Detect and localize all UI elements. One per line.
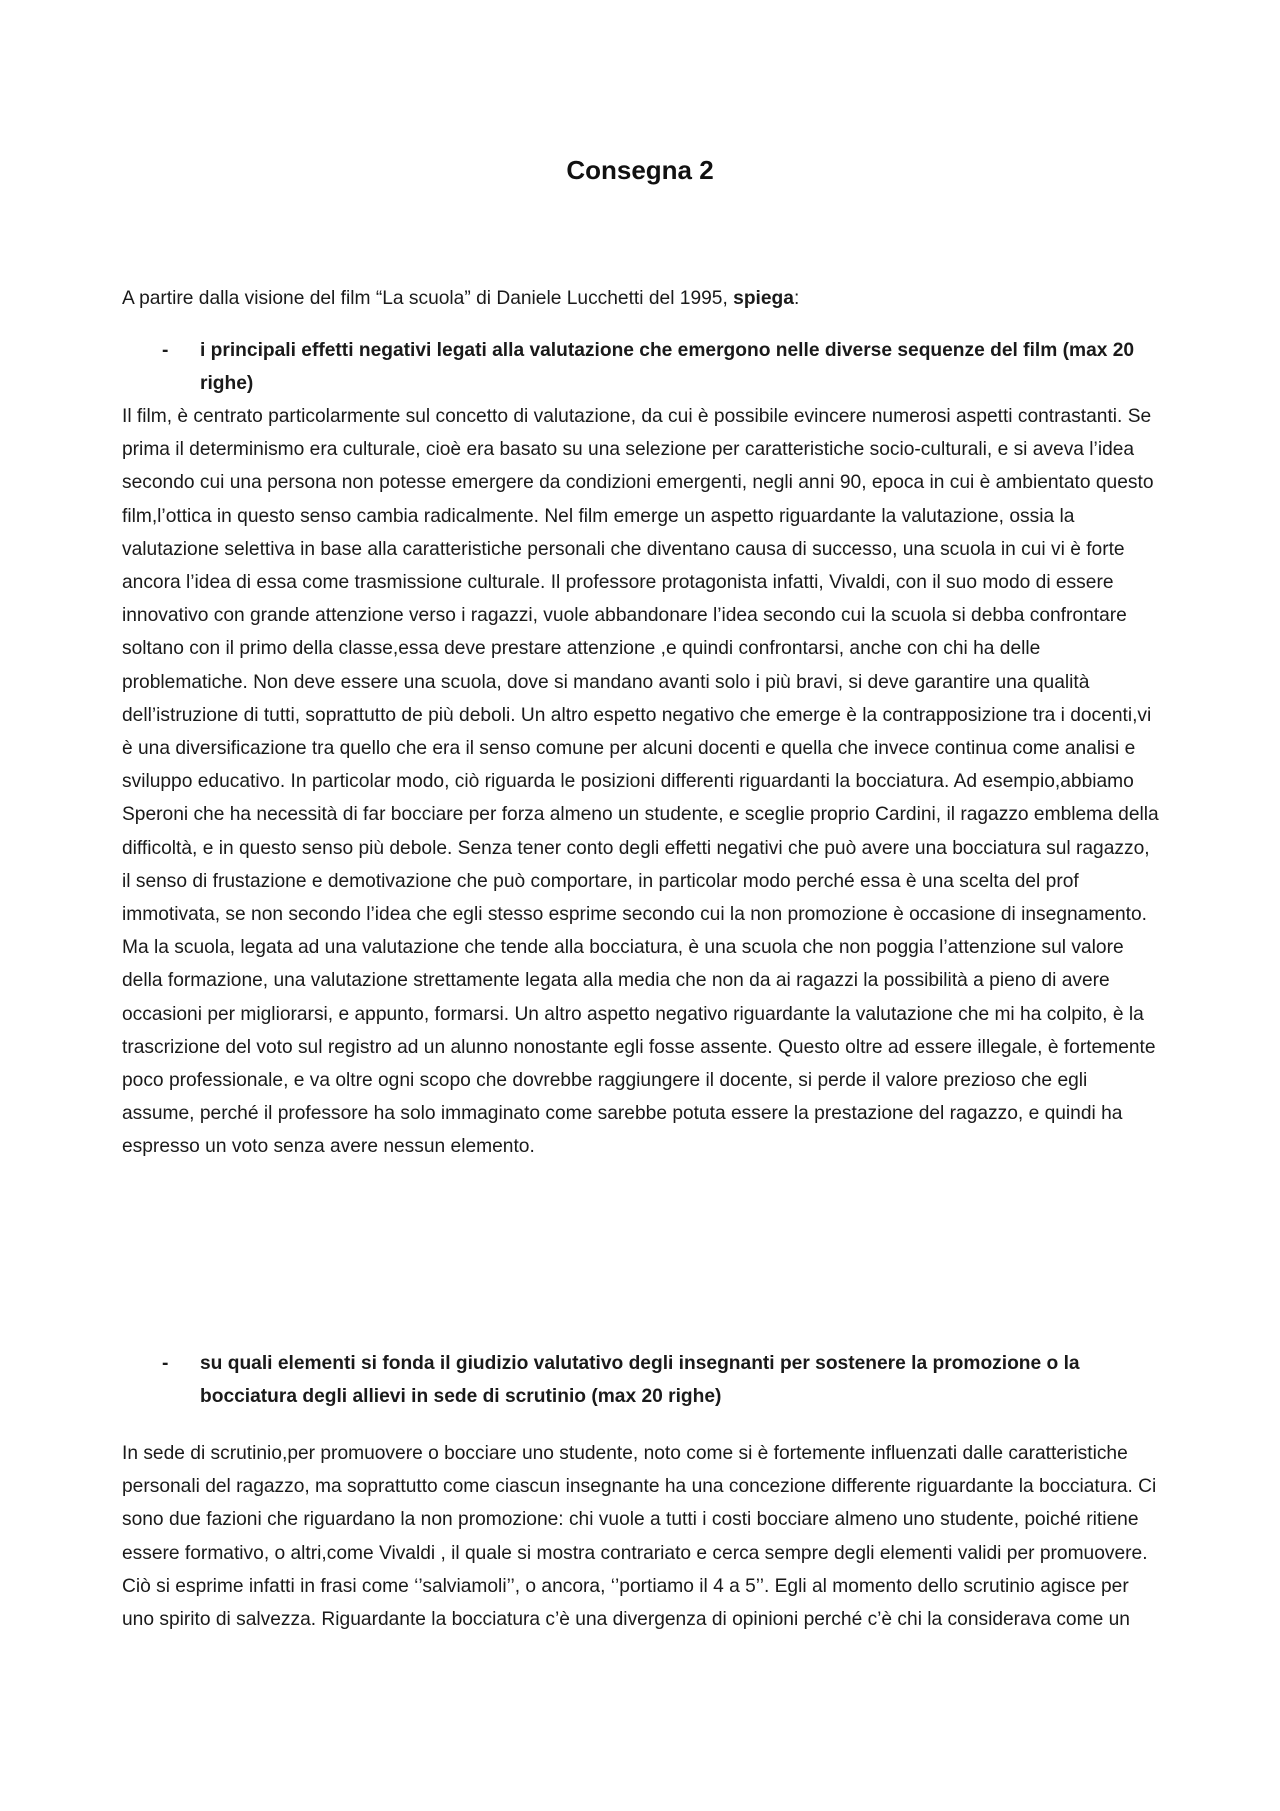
question-1-text: i principali effetti negativi legati alla valutazione che emergono nelle diverse sequenze del film (max 20 righe)	[200, 340, 1135, 395]
intro-bold-word: spiega	[733, 288, 794, 309]
intro-text: A partire dalla visione del film “La scuola” di Daniele Lucchetti del 1995,	[122, 288, 734, 309]
intro-paragraph	[122, 282, 1162, 315]
answer-1-paragraph: Il film, è centrato particolarmente sul concetto di valutazione, da cui è possibile evincere numerosi aspetti contrastanti. Se prima il determinismo era culturale, cioè era basato su una selezione per caratteristiche socio-culturali, e si aveva l’idea secondo cui una persona non potesse emergere da condizioni emergenti, negli anni 90, epoca in cui è ambientato questo film,l’ottica in questo senso cambia radicalmente. Nel film emerge un aspetto riguardante la valutazione, ossia la valutazione selettiva in base alla caratteristiche personali che diventano causa di successo, una scuola in cui vi è forte ancora l’idea di essa come trasmissione culturale. Il professore protagonista infatti, Vivaldi, con il suo modo di essere innovativo con grande attenzione verso i ragazzi, vuole abbandonare l’idea secondo cui la scuola si debba confrontare soltano con il primo della classe,essa deve prestare attenzione ,e quindi confrontarsi, anche con chi ha delle problematiche. Non deve essere una scuola, dove si mandano avanti solo i più bravi, si deve garantire una qualità dell’istruzione di tutti, soprattutto de più deboli. Un altro espetto negativo che emerge è la contrapposizione tra i docenti,vi è una diversificazione tra quello che era il senso comune per alcuni docenti e quella che invece continua come analisi e sviluppo educativo. In particolar modo, ciò riguarda le posizioni differenti riguardanti la bocciatura. Ad esempio,abbiamo Speroni che ha necessità di far bocciare per forza almeno un studente, e sceglie proprio Cardini, il ragazzo emblema della difficoltà, e in questo senso più debole. Senza tener conto degli effetti negativi che può avere una bocciatura sul ragazzo, il senso di frustazione e demotivazione che può comportare, in particolar modo perché essa è una scelta del prof immotivata, se non secondo l’idea che egli stesso esprime secondo cui la non promozione è occasione di insegnamento. Ma la scuola, legata ad una valutazione che tende alla bocciatura, è una scuola che non poggia l’attenzione sul valore della formazione, una valutazione strettamente legata alla media che non da ai ragazzi la possibilità a pieno di avere occasioni per migliorarsi, e appunto, formarsi. Un altro aspetto negativo riguardante la valutazione che mi ha colpito, è la trascrizione del voto sul registro ad un alunno nonostante egli fosse assente. Questo oltre ad essere illegale, è fortemente poco professionale, e va oltre ogni scopo che dovrebbe raggiungere il docente, si perde il valore prezioso che egli assume, perché il professore ha solo immaginato come sarebbe potuta essere la prestazione del ragazzo, e quindi ha espresso un voto senza avere nessun elemento.	[122, 406, 1159, 1158]
question-2-text: su quali elementi si fonda il giudizio valutativo degli insegnanti per sostenere la promozione o la bocciatura degli allievi in sede di scrutinio (max 20 righe)	[200, 1353, 1080, 1408]
answer-2-paragraph: In sede di scrutinio,per promuovere o bocciare uno studente, noto come si è fortemente influenzati dalle caratteristiche personali del ragazzo, ma soprattutto come ciascun insegnante ha una concezione differente riguardante la bocciatura. Ci sono due fazioni che riguardano la non promozione: chi vuole a tutti i costi bocciare almeno uno studente, poiché ritiene essere formativo, o altri,come Vivaldi , il quale si mostra contrariato e cerca sempre degli elementi validi per promuovere. Ciò si esprime infatti in frasi come ‘’salviamoli’’, o ancora, ‘’portiamo il 4 a 5’’. Egli al momento dello scrutinio agisce per uno spirito di salvezza. Riguardante la bocciatura c’è una divergenza di opinioni perché c’è chi la considerava come un	[122, 1443, 1157, 1631]
question-2	[122, 1347, 1162, 1413]
question-1-bullet: -	[162, 340, 169, 361]
intro-after: :	[793, 288, 800, 309]
page-title: Consegna 2	[566, 155, 714, 185]
question-1	[122, 334, 1162, 400]
question-2-bullet: -	[162, 1353, 169, 1374]
